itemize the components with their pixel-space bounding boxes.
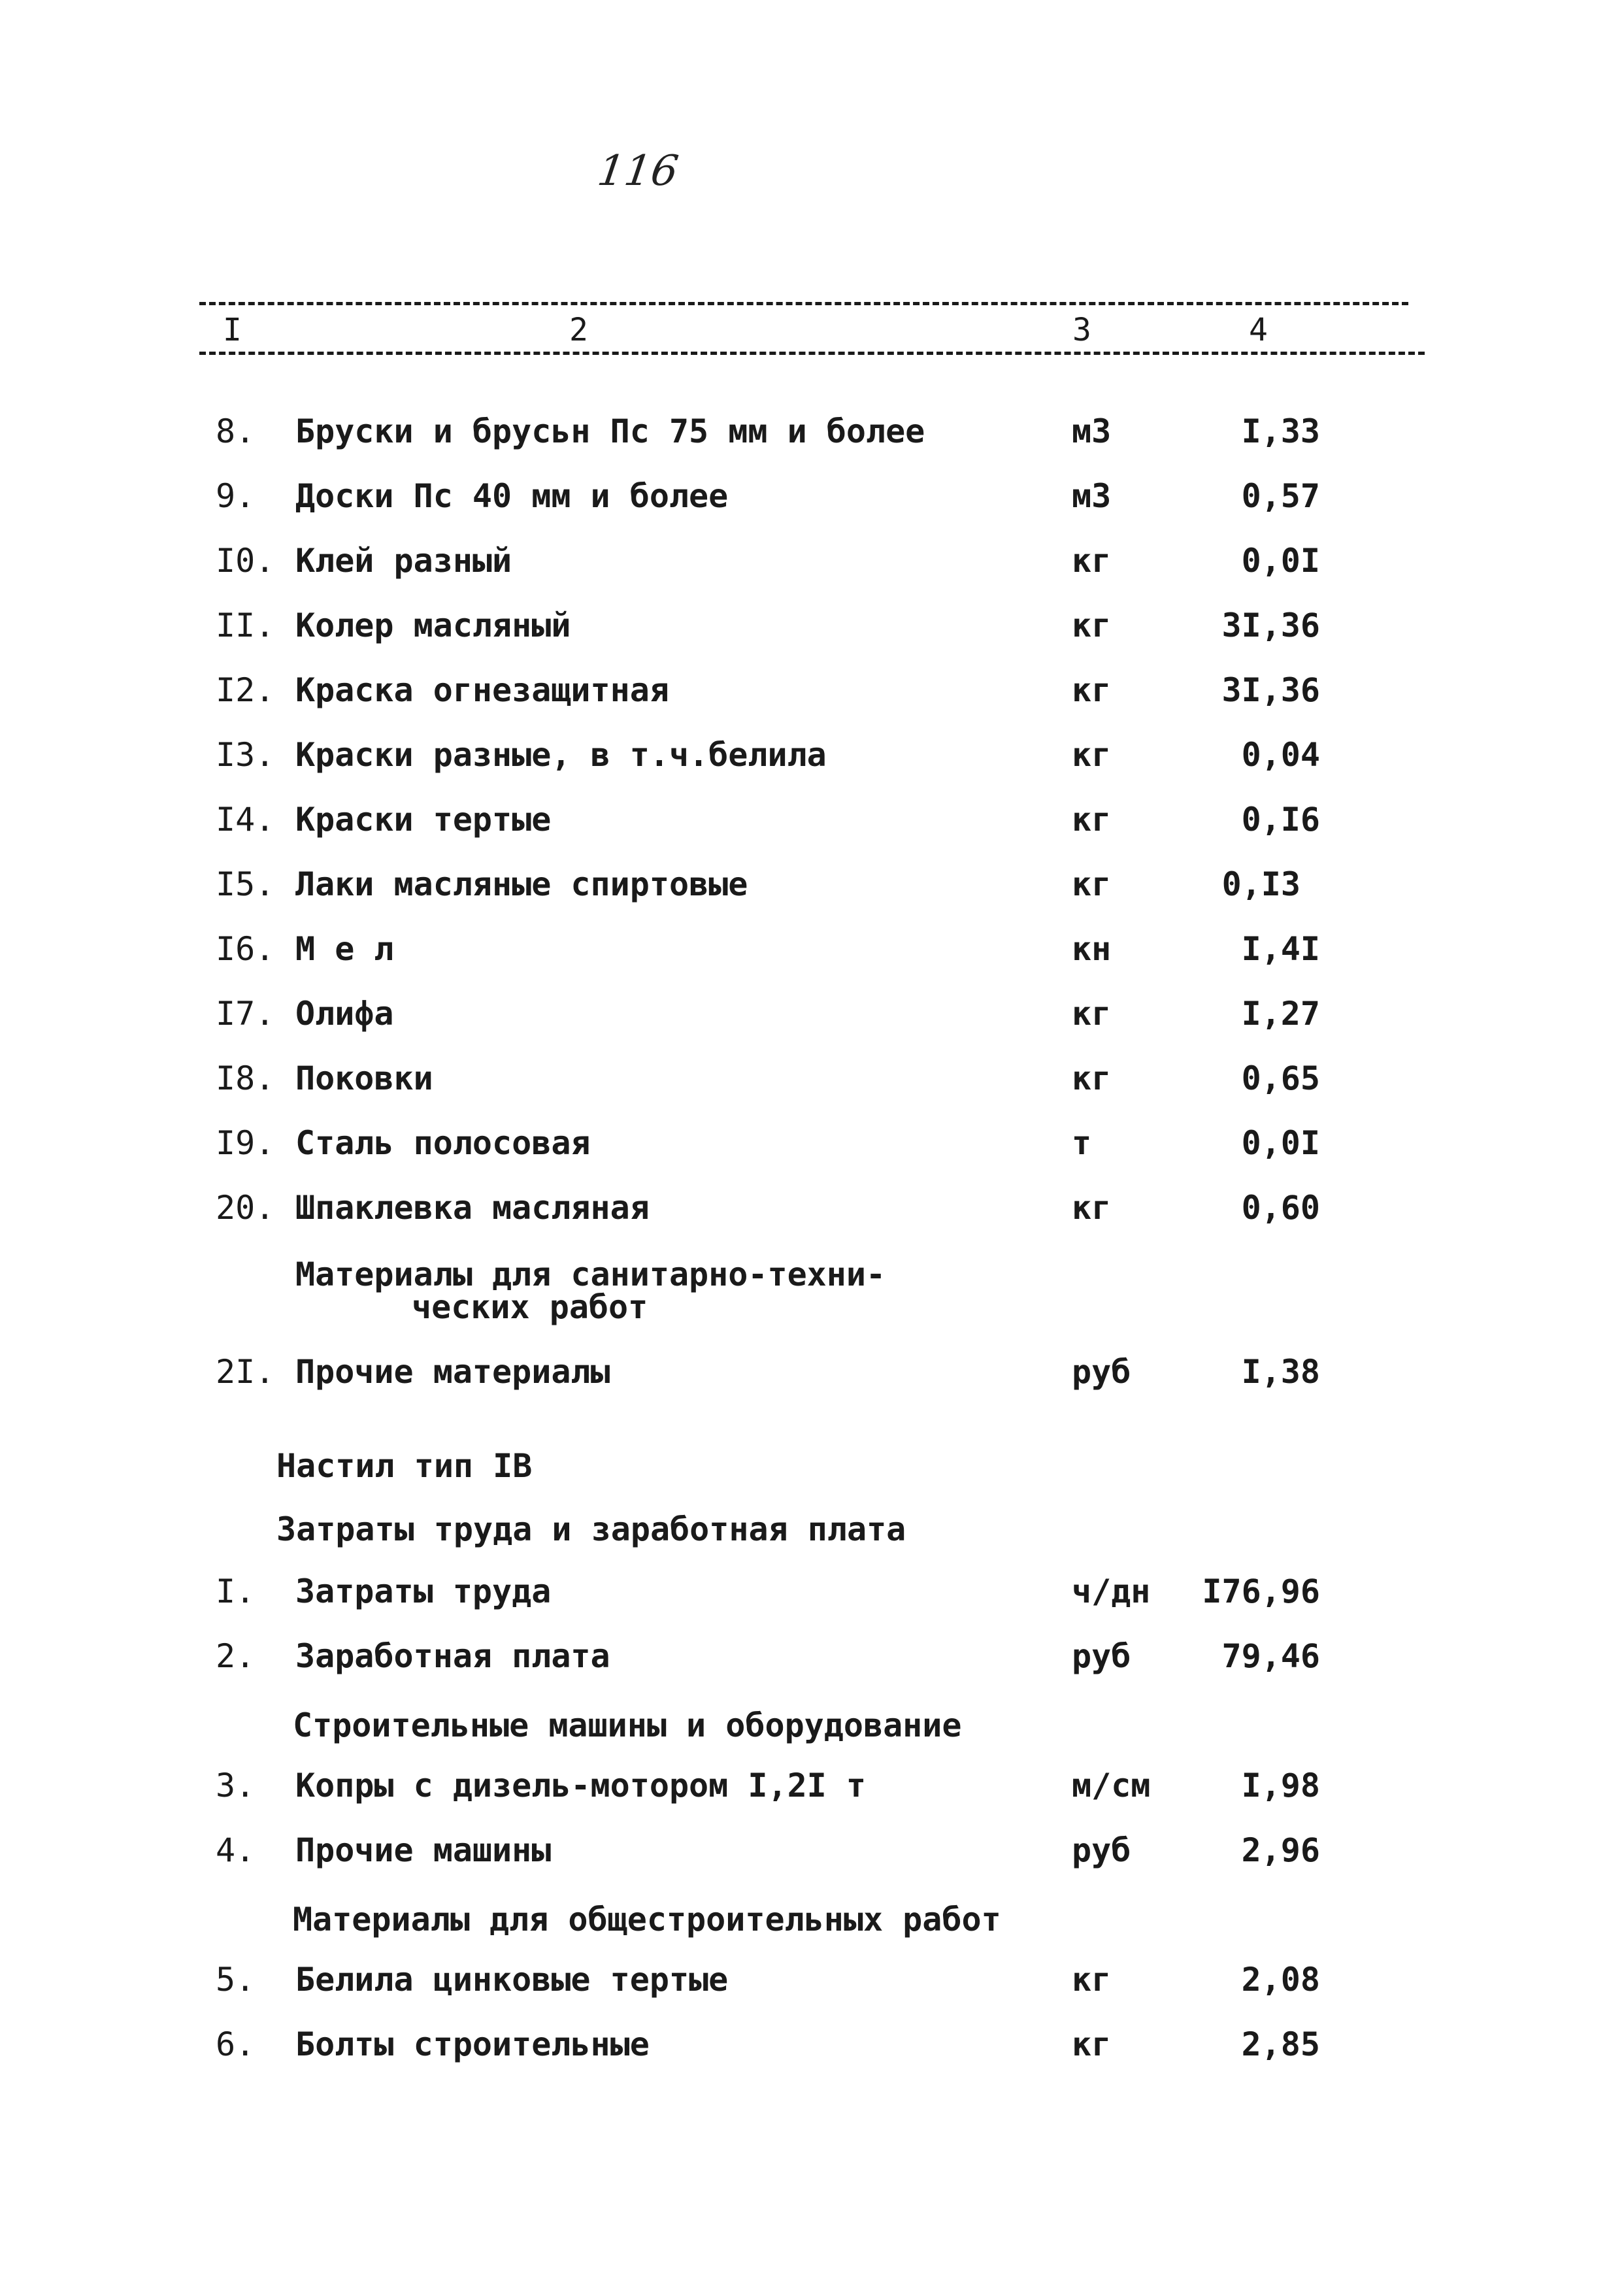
row-number: I4. (216, 801, 275, 839)
row-quantity: I,4I (1241, 930, 1320, 968)
row-number: I5. (216, 865, 275, 903)
row-number: 20. (216, 1189, 275, 1227)
row-number: 4. (216, 1831, 256, 1869)
sanitary-materials-heading: Материалы для санитарно-техни- (295, 1255, 886, 1293)
row-unit: кг (1072, 1961, 1112, 1999)
row-quantity: I76,96 (1202, 1572, 1320, 1610)
row-number: I9. (216, 1124, 275, 1162)
header-bottom-rule (199, 352, 1425, 355)
labor-heading: Затраты труда и заработная плата (276, 1510, 906, 1548)
row-unit: кг (1072, 607, 1112, 644)
row-quantity: I,27 (1241, 995, 1320, 1033)
row-name: Белила цинковые тертые (295, 1961, 729, 1999)
row-quantity: 0,04 (1241, 736, 1320, 774)
row-quantity: 0,65 (1241, 1059, 1320, 1097)
row-number: II. (216, 607, 275, 644)
row-unit: кг (1072, 995, 1112, 1033)
row-unit: кг (1072, 865, 1112, 903)
row-unit: кг (1072, 801, 1112, 839)
row-unit: кг (1072, 736, 1112, 774)
row-name: Прочие материалы (295, 1353, 610, 1391)
row-name: Краски разные, в т.ч.белила (295, 736, 827, 774)
row-quantity: I,33 (1241, 412, 1320, 450)
materials-heading: Материалы для общестроительных работ (293, 1901, 1001, 1938)
row-name: Доски Пс 40 мм и более (295, 477, 729, 515)
row-number: 8. (216, 412, 256, 450)
row-quantity: 79,46 (1221, 1637, 1320, 1675)
row-name: Бруски и брусьн Пс 75 мм и более (295, 412, 925, 450)
row-name: Краски тертые (295, 801, 552, 839)
row-number: I. (216, 1572, 256, 1610)
row-name: Краска огнезащитная (295, 671, 669, 709)
row-name: Поковки (295, 1059, 433, 1097)
row-name: Прочие машины (295, 1831, 552, 1869)
row-quantity: 3I,36 (1221, 671, 1320, 709)
row-name: Болты строительные (295, 2025, 650, 2063)
row-quantity: 0,0I (1241, 542, 1320, 580)
row-number: 2. (216, 1637, 256, 1675)
row-name: Клей разный (295, 542, 512, 580)
table-header (199, 288, 1425, 366)
row-quantity: 0,60 (1241, 1189, 1320, 1227)
row-unit: руб (1072, 1637, 1131, 1675)
row-number: 6. (216, 2025, 256, 2063)
row-quantity: 0,57 (1241, 477, 1320, 515)
row-name: Колер масляный (295, 607, 571, 644)
row-number: 3. (216, 1767, 256, 1804)
column-header-2: 2 (565, 310, 592, 350)
row-quantity: 2,96 (1241, 1831, 1320, 1869)
section-title: Настил тип IВ (276, 1447, 533, 1485)
row-name: Сталь полосовая (295, 1124, 591, 1162)
row-quantity: I,98 (1241, 1767, 1320, 1804)
row-unit: руб (1072, 1353, 1131, 1391)
row-unit: м/см (1072, 1767, 1151, 1804)
row-name: Заработная плата (295, 1637, 610, 1675)
row-quantity: 2,08 (1241, 1961, 1320, 1999)
column-header-4: 4 (1245, 310, 1272, 350)
row-name: Затраты труда (295, 1572, 552, 1610)
sanitary-materials-heading-cont: ческих работ (412, 1288, 648, 1326)
row-unit: т (1072, 1124, 1092, 1162)
row-number: I7. (216, 995, 275, 1033)
row-number: I6. (216, 930, 275, 968)
row-unit: м3 (1072, 412, 1112, 450)
row-name: Олифа (295, 995, 394, 1033)
row-quantity: 0,I3 (1221, 865, 1301, 903)
column-header-1: I (219, 310, 246, 350)
row-quantity: 3I,36 (1221, 607, 1320, 644)
row-number: I8. (216, 1059, 275, 1097)
column-header-3: 3 (1069, 310, 1095, 350)
row-unit: кг (1072, 1189, 1112, 1227)
row-unit: руб (1072, 1831, 1131, 1869)
row-quantity: I,38 (1241, 1353, 1320, 1391)
row-name: М е л (295, 930, 394, 968)
row-unit: м3 (1072, 477, 1112, 515)
header-top-rule (199, 302, 1408, 305)
row-number: 5. (216, 1961, 256, 1999)
row-number: 9. (216, 477, 256, 515)
row-unit: ч/дн (1072, 1572, 1151, 1610)
row-quantity: 0,I6 (1241, 801, 1320, 839)
row-unit: кн (1072, 930, 1112, 968)
row-unit: кг (1072, 2025, 1112, 2063)
row-unit: кг (1072, 671, 1112, 709)
row-unit: кг (1072, 542, 1112, 580)
row-quantity: 2,85 (1241, 2025, 1320, 2063)
row-name: Копры с дизель-мотором I,2I т (295, 1767, 866, 1804)
row-quantity: 0,0I (1241, 1124, 1320, 1162)
machines-heading: Строительные машины и оборудование (293, 1706, 962, 1744)
row-number: 2I. (216, 1353, 275, 1391)
row-number: I0. (216, 542, 275, 580)
page-number: 116 (594, 147, 682, 195)
row-name: Лаки масляные спиртовые (295, 865, 748, 903)
row-number: I2. (216, 671, 275, 709)
row-name: Шпаклевка масляная (295, 1189, 650, 1227)
row-number: I3. (216, 736, 275, 774)
row-unit: кг (1072, 1059, 1112, 1097)
